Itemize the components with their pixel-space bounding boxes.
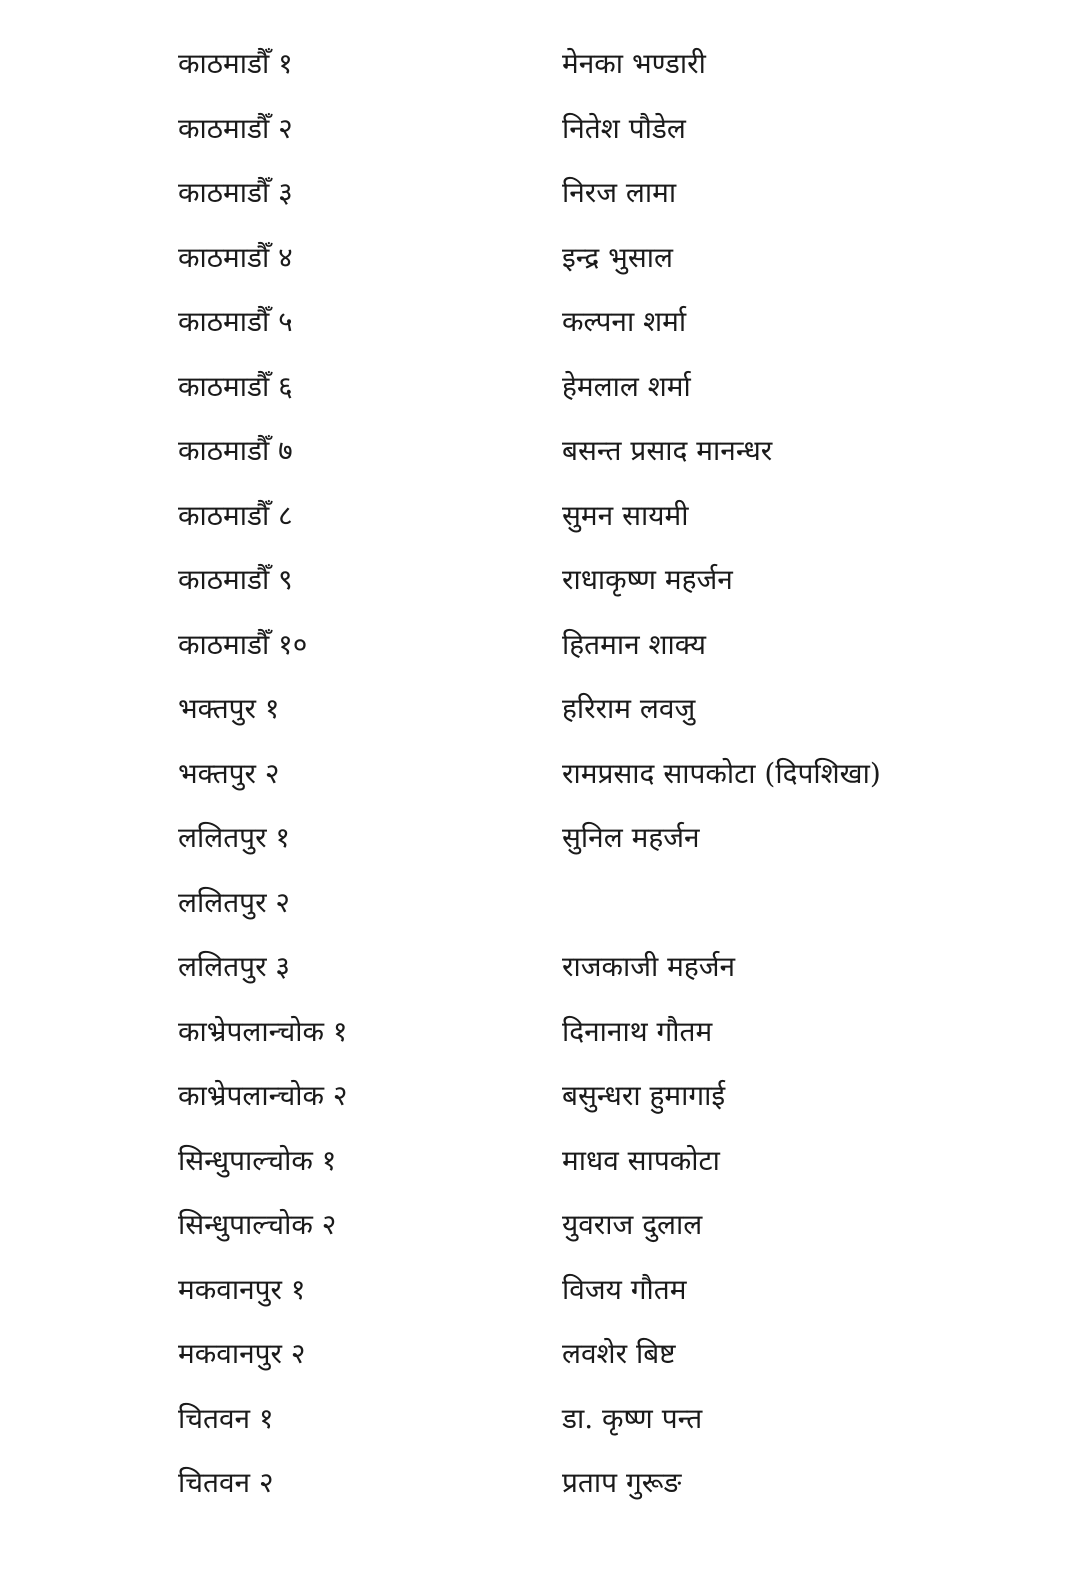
- list-row: [0, 355, 1080, 419]
- list-row: [0, 226, 1080, 290]
- constituency-name: सिन्धुपाल्चोक २: [178, 1208, 337, 1241]
- list-row: [0, 1000, 1080, 1064]
- list-row: [0, 32, 1080, 96]
- list-row: [0, 677, 1080, 741]
- constituency-name: काठमाडौँ ४: [178, 241, 293, 274]
- constituency-name: काठमाडौँ ७: [178, 434, 293, 467]
- constituency-name: मकवानपुर २: [178, 1337, 306, 1370]
- constituency-name: ललितपुर १: [178, 821, 290, 854]
- candidate-name: निरज लामा: [562, 176, 677, 209]
- list-row: [0, 806, 1080, 870]
- candidate-name: बसन्त प्रसाद मानन्धर: [562, 434, 773, 467]
- list-row: [0, 97, 1080, 161]
- candidate-name: विजय गौतम: [562, 1273, 687, 1306]
- candidate-name: हितमान शाक्य: [562, 628, 707, 661]
- candidate-name: इन्द्र भुसाल: [562, 241, 674, 274]
- list-row: [0, 161, 1080, 225]
- candidate-name: माधव सापकोटा: [562, 1144, 720, 1177]
- candidate-name: हरिराम लवजु: [562, 692, 696, 725]
- candidate-name: राधाकृष्ण महर्जन: [562, 563, 733, 596]
- list-row: [0, 935, 1080, 999]
- candidate-name: प्रताप गुरूङ: [562, 1466, 682, 1499]
- constituency-name: काठमाडौँ ८: [178, 499, 293, 532]
- candidate-name: बसुन्धरा हुमागाई: [562, 1079, 726, 1112]
- list-row: [0, 613, 1080, 677]
- list-row: [0, 484, 1080, 548]
- list-row: [0, 548, 1080, 612]
- list-row: [0, 1387, 1080, 1451]
- candidate-name: कल्पना शर्मा: [562, 305, 687, 338]
- constituency-name: मकवानपुर १: [178, 1273, 306, 1306]
- candidate-name: नितेश पौडेल: [562, 112, 686, 145]
- constituency-name: चितवन १: [178, 1402, 274, 1435]
- constituency-name: काठमाडौँ २: [178, 112, 293, 145]
- list-row: [0, 290, 1080, 354]
- candidate-name: मेनका भण्डारी: [562, 47, 706, 80]
- candidate-name: युवराज दुलाल: [562, 1208, 703, 1241]
- constituency-name: काठमाडौँ १: [178, 47, 293, 80]
- list-row: [0, 1193, 1080, 1257]
- list-row: [0, 1064, 1080, 1128]
- constituency-name: भक्तपुर १: [178, 692, 280, 725]
- candidate-name: रामप्रसाद सापकोटा (दिपशिखा): [562, 757, 881, 790]
- list-row: [0, 742, 1080, 806]
- constituency-name: चितवन २: [178, 1466, 274, 1499]
- candidate-name: दिनानाथ गौतम: [562, 1015, 713, 1048]
- constituency-name: काठमाडौँ ५: [178, 305, 293, 338]
- candidate-name: लवशेर बिष्ट: [562, 1337, 676, 1370]
- candidate-name: हेमलाल शर्मा: [562, 370, 691, 403]
- constituency-name: काभ्रेपलान्चोक १: [178, 1015, 348, 1048]
- constituency-name: काठमाडौँ १०: [178, 628, 308, 661]
- candidate-name: सुमन सायमी: [562, 499, 689, 532]
- constituency-name: काभ्रेपलान्चोक २: [178, 1079, 348, 1112]
- constituency-name: काठमाडौँ ९: [178, 563, 293, 596]
- list-row: [0, 1129, 1080, 1193]
- constituency-name: भक्तपुर २: [178, 757, 280, 790]
- list-row: [0, 1451, 1080, 1515]
- constituency-name: सिन्धुपाल्चोक १: [178, 1144, 337, 1177]
- constituency-name: काठमाडौँ ३: [178, 176, 293, 209]
- list-row: [0, 1258, 1080, 1322]
- list-row: [0, 419, 1080, 483]
- list-row: [0, 871, 1080, 935]
- constituency-name: ललितपुर २: [178, 886, 290, 919]
- candidate-name: डा. कृष्ण पन्त: [562, 1402, 703, 1435]
- constituency-name: काठमाडौँ ६: [178, 370, 293, 403]
- list-row: [0, 1322, 1080, 1386]
- constituency-name: ललितपुर ३: [178, 950, 290, 983]
- candidate-name: राजकाजी महर्जन: [562, 950, 736, 983]
- candidate-name: सुनिल महर्जन: [562, 821, 700, 854]
